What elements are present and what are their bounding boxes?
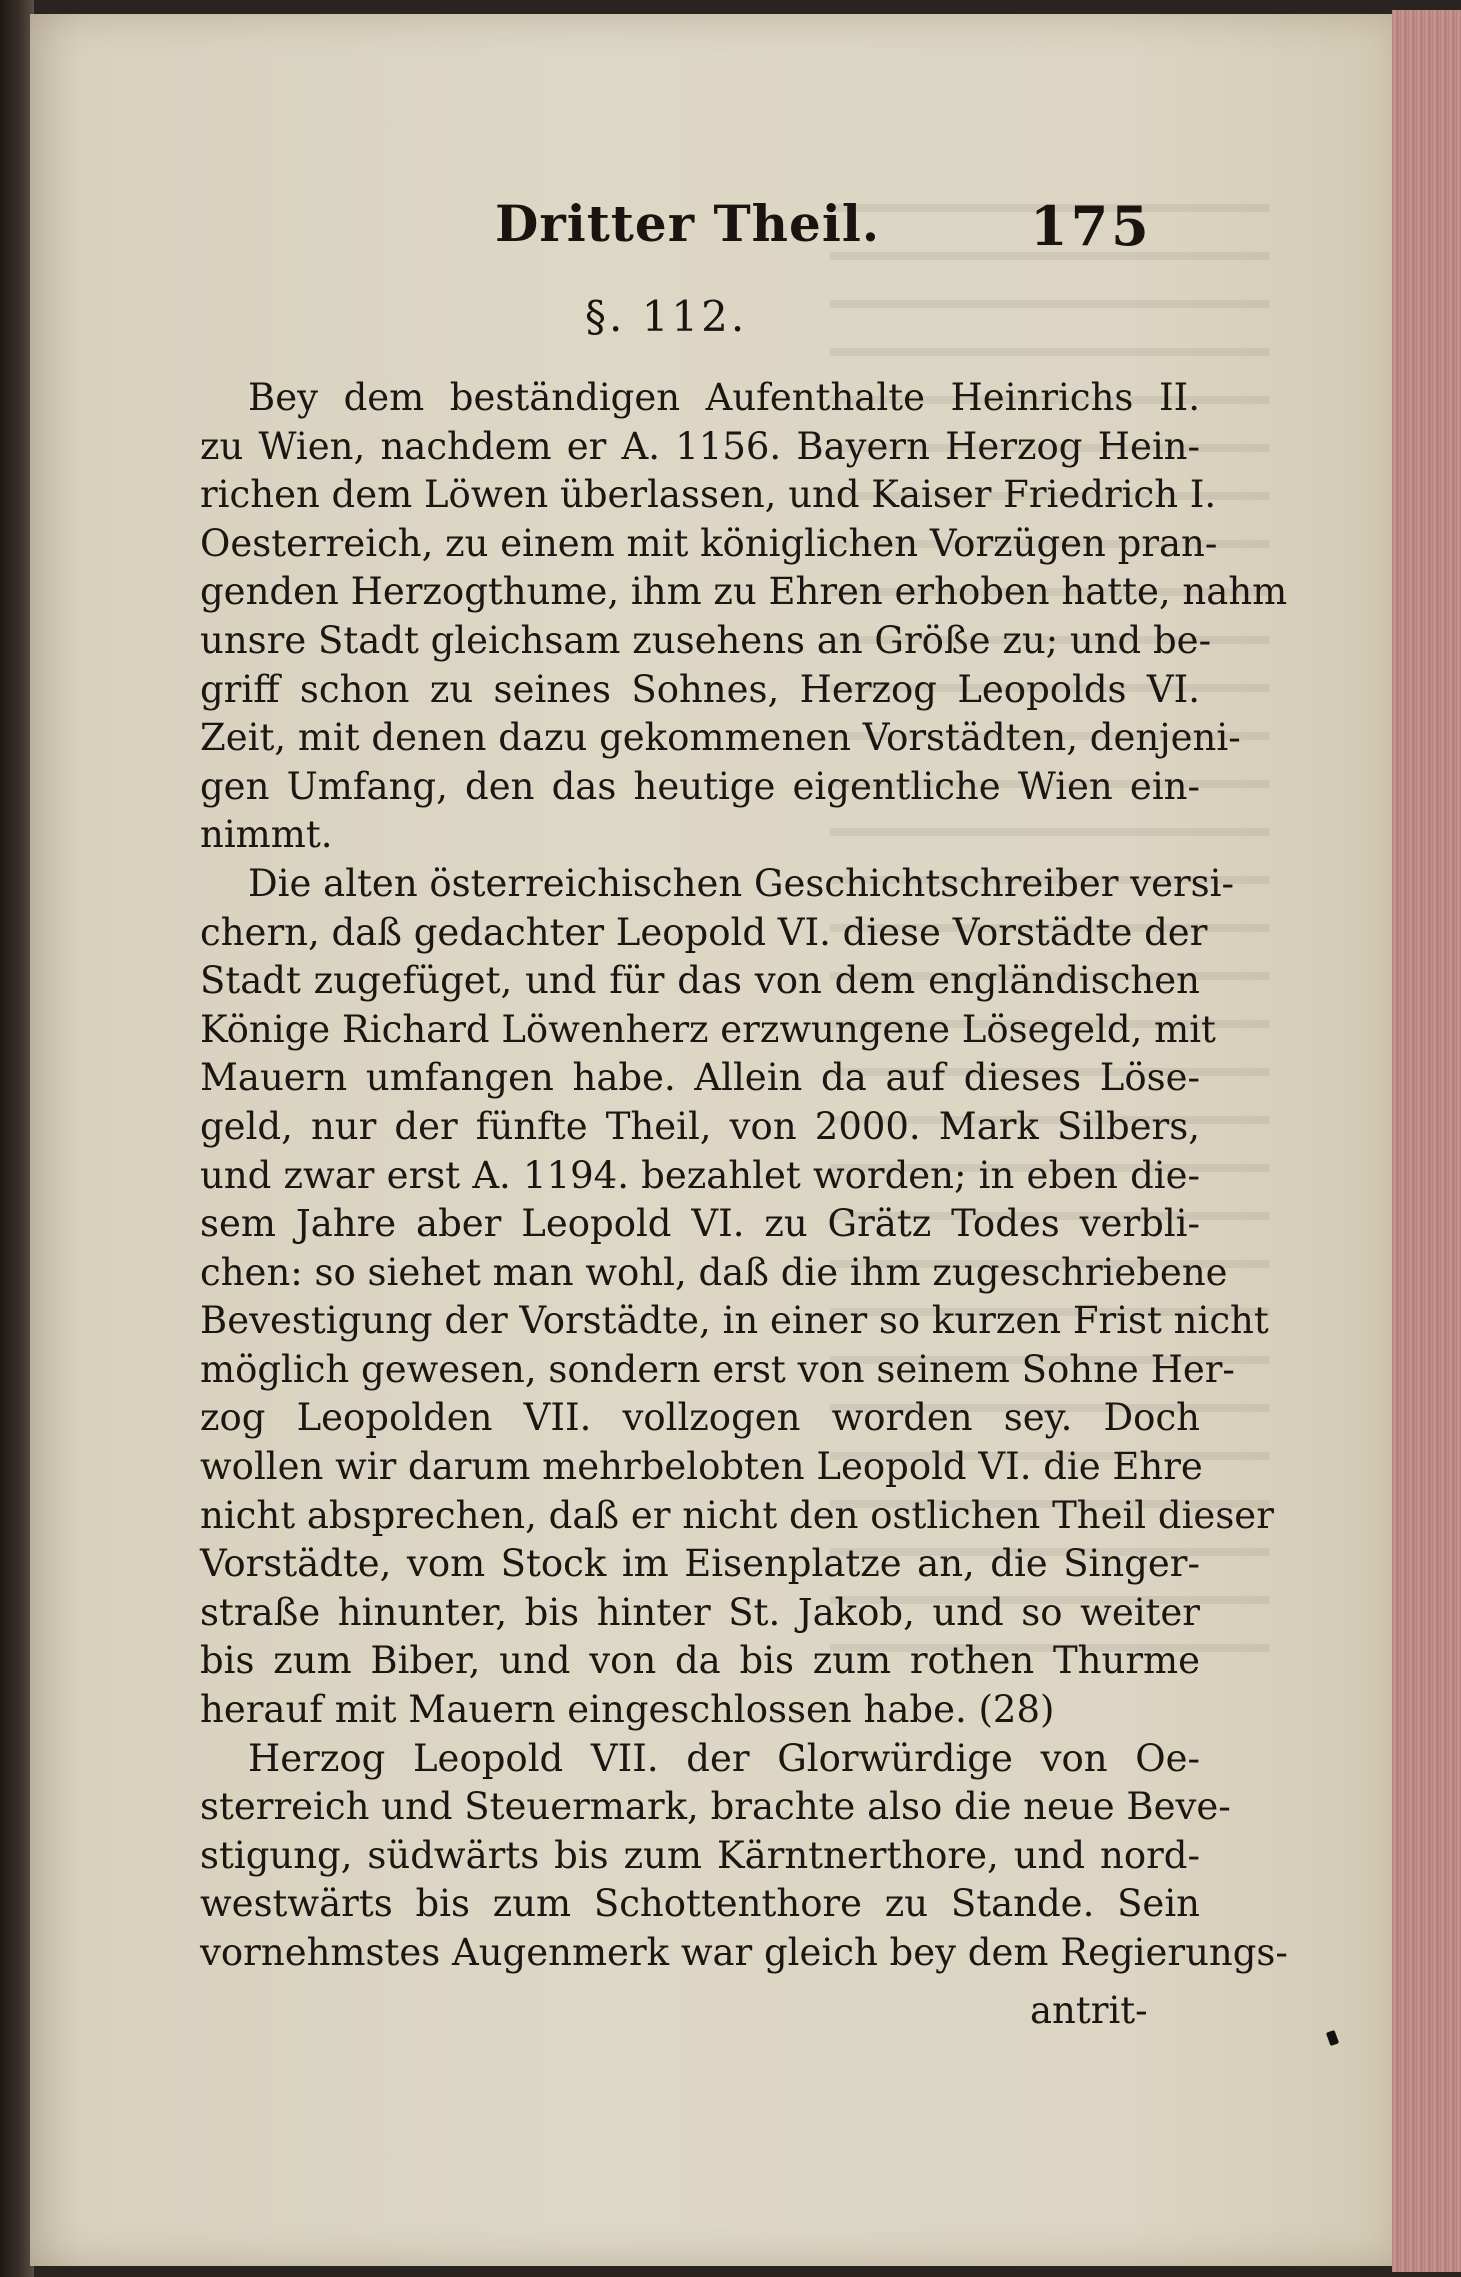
- text-line: Vorstädte, vom Stock im Eisenplatze an, die Singer-: [200, 1542, 1200, 1586]
- text-line: Herzog Leopold VII. der Glorwürdige von Oe-: [248, 1736, 1200, 1780]
- text-line: Oesterreich, zu einem mit königlichen Vorzügen pran-: [200, 521, 1218, 565]
- page-header: [30, 194, 1402, 264]
- text-line: geld, nur der fünfte Theil, von 2000. Mark Silbers,: [200, 1104, 1200, 1148]
- text-line: unsre Stadt gleichsam zusehens an Größe zu; und be-: [200, 618, 1212, 662]
- page-number: 175: [1030, 194, 1152, 258]
- text-line: bis zum Biber, und von da bis zum rothen Thurme: [200, 1639, 1200, 1683]
- running-title: Dritter Theil.: [495, 194, 881, 253]
- text-line: chen: so siehet man wohl, daß die ihm zugeschriebene: [200, 1250, 1228, 1294]
- book-gutter: [0, 0, 34, 2277]
- text-line: Zeit, mit denen dazu gekommenen Vorstädten, denjeni-: [200, 716, 1241, 760]
- text-line: sem Jahre aber Leopold VI. zu Grätz Todes verbli-: [200, 1202, 1200, 1246]
- text-line: griff schon zu seines Sohnes, Herzog Leopolds VI.: [200, 667, 1200, 711]
- text-line: Bey dem beständigen Aufenthalte Heinrichs II.: [248, 376, 1200, 419]
- paragraph: [200, 1735, 1288, 1978]
- text-line: Könige Richard Löwenherz erzwungene Lösegeld, mit: [200, 1007, 1216, 1051]
- text-line: Stadt zugefüget, und für das von dem engländischen: [200, 959, 1200, 1003]
- text-line: stigung, südwärts bis zum Kärntnerthore, und nord-: [200, 1833, 1200, 1877]
- page-edges: [1392, 10, 1461, 2272]
- section-heading: §. 112.: [585, 292, 748, 341]
- text-line: westwärts bis zum Schottenthore zu Stande. Sein: [200, 1882, 1200, 1926]
- paragraph: [200, 860, 1274, 1735]
- text-line: Die alten österreichischen Geschichtschreiber versi-: [248, 861, 1234, 905]
- book-page: [30, 14, 1402, 2266]
- text-line: und zwar erst A. 1194. bezahlet worden; in eben die-: [200, 1153, 1200, 1197]
- paragraph: [200, 374, 1288, 860]
- text-line: wollen wir darum mehrbelobten Leopold VI. die Ehre: [200, 1445, 1203, 1489]
- text-line: Mauern umfangen habe. Allein da auf dieses Löse-: [200, 1056, 1200, 1100]
- text-line: genden Herzogthume, ihm zu Ehren erhoben hatte, nahm: [200, 570, 1288, 614]
- text-line: herauf mit Mauern eingeschlossen habe. (28): [200, 1688, 1055, 1732]
- text-line: zu Wien, nachdem er A. 1156. Bayern Herzog Hein-: [200, 424, 1200, 468]
- text-line: straße hinunter, bis hinter St. Jakob, und so weiter: [200, 1590, 1200, 1634]
- text-line: nicht absprechen, daß er nicht den ostlichen Theil dieser: [200, 1493, 1274, 1537]
- text-line: gen Umfang, den das heutige eigentliche Wien ein-: [200, 764, 1200, 808]
- text-line: vornehmstes Augenmerk war gleich bey dem Regierungs-: [200, 1931, 1288, 1974]
- text-line: zog Leopolden VII. vollzogen worden sey. Doch: [200, 1396, 1200, 1440]
- text-line: sterreich und Steuermark, brachte also die neue Beve-: [200, 1785, 1231, 1829]
- ink-mark: [1326, 2030, 1339, 2046]
- text-line: möglich gewesen, sondern erst von seinem Sohne Her-: [200, 1347, 1235, 1391]
- catchword: antrit-: [1030, 1989, 1148, 2032]
- text-line: nimmt.: [200, 813, 333, 857]
- text-line: chern, daß gedachter Leopold VI. diese Vorstädte der: [200, 910, 1208, 954]
- text-line: richen dem Löwen überlassen, und Kaiser Friedrich I.: [200, 473, 1217, 517]
- text-line: Bevestigung der Vorstädte, in einer so kurzen Frist nicht: [200, 1299, 1269, 1343]
- body-text: [200, 374, 1288, 1978]
